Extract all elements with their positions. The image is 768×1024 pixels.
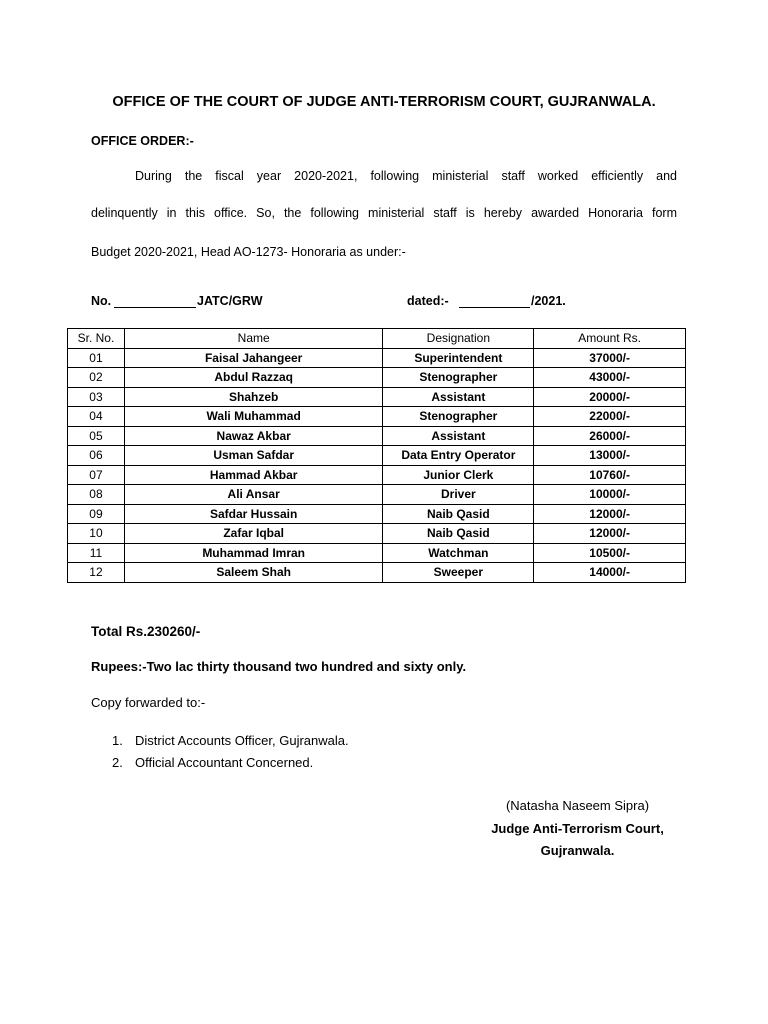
amount-in-words: Rupees:-Two lac thirty thousand two hundred and sixty only.: [91, 659, 467, 674]
copy-forwarded-label: Copy forwarded to:-: [91, 695, 206, 710]
cell-designation: Assistant: [383, 387, 534, 407]
table-body: [68, 348, 686, 582]
cell-designation: Data Entry Operator: [383, 446, 534, 466]
cell-name: Shahzeb: [124, 387, 383, 407]
cell-amount: 20000/-: [534, 387, 686, 407]
cell-sr-no: 05: [68, 426, 125, 446]
cell-name: Ali Ansar: [124, 485, 383, 505]
signatory-name: (Natasha Naseem Sipra): [505, 798, 650, 813]
cell-name: Safdar Hussain: [124, 504, 383, 524]
cell-sr-no: 12: [68, 563, 125, 583]
copy-item-text: Official Accountant Concerned.: [135, 755, 314, 770]
table-row: [68, 348, 686, 368]
cell-designation: Junior Clerk: [383, 465, 534, 485]
cell-name: Wali Muhammad: [124, 407, 383, 427]
table-row: [68, 504, 686, 524]
table-row: [68, 485, 686, 505]
cell-amount: 43000/-: [534, 368, 686, 388]
cell-amount: 13000/-: [534, 446, 686, 466]
signatory-place: Gujranwala.: [540, 843, 615, 858]
reference-no-label: No.: [91, 294, 112, 308]
cell-name: Zafar Iqbal: [124, 524, 383, 544]
body-line-3: Budget 2020-2021, Head AO-1273- Honoraria as under:-: [91, 245, 406, 259]
table-row: [68, 407, 686, 427]
cell-sr-no: 01: [68, 348, 125, 368]
cell-sr-no: 08: [68, 485, 125, 505]
cell-name: Nawaz Akbar: [124, 426, 383, 446]
cell-designation: Naib Qasid: [383, 504, 534, 524]
cell-sr-no: 07: [68, 465, 125, 485]
header-name: Name: [124, 329, 383, 349]
cell-amount: 12000/-: [534, 504, 686, 524]
cell-designation: Assistant: [383, 426, 534, 446]
body-line-1-text: During the fiscal year 2020-2021, following ministerial staff worked efficiently and: [135, 169, 677, 183]
cell-amount: 10000/-: [534, 485, 686, 505]
total-amount: Total Rs.230260/-: [91, 624, 201, 639]
cell-amount: 14000/-: [534, 563, 686, 583]
cell-designation: Driver: [383, 485, 534, 505]
header-sr-no: Sr. No.: [68, 329, 125, 349]
table-row: [68, 563, 686, 583]
body-line-2: delinquently in this office. So, the following ministerial staff is hereby awarded Honoraria form: [91, 206, 677, 220]
office-order-label: OFFICE ORDER:-: [91, 134, 194, 148]
cell-amount: 37000/-: [534, 348, 686, 368]
table-row: [68, 426, 686, 446]
cell-designation: Sweeper: [383, 563, 534, 583]
table-row: [68, 446, 686, 466]
signatory-title: Judge Anti-Terrorism Court,: [491, 821, 664, 836]
cell-amount: 10500/-: [534, 543, 686, 563]
cell-sr-no: 03: [68, 387, 125, 407]
table-row: [68, 368, 686, 388]
reference-no-blank: [114, 294, 196, 308]
cell-name: Muhammad Imran: [124, 543, 383, 563]
copy-item-text: District Accounts Officer, Gujranwala.: [135, 733, 349, 748]
cell-amount: 12000/-: [534, 524, 686, 544]
cell-sr-no: 02: [68, 368, 125, 388]
cell-amount: 22000/-: [534, 407, 686, 427]
header-designation: Designation: [383, 329, 534, 349]
body-line-1: [91, 169, 677, 183]
reference-dated-year: /2021.: [531, 294, 566, 308]
cell-designation: Stenographer: [383, 407, 534, 427]
header-amount: Amount Rs.: [534, 329, 686, 349]
cell-designation: Stenographer: [383, 368, 534, 388]
cell-designation: Naib Qasid: [383, 524, 534, 544]
table-header-row: [68, 329, 686, 349]
cell-amount: 10760/-: [534, 465, 686, 485]
honoraria-table: [67, 328, 686, 583]
page-title: OFFICE OF THE COURT OF JUDGE ANTI-TERRORISM COURT, GUJRANWALA.: [112, 94, 656, 110]
cell-sr-no: 10: [68, 524, 125, 544]
cell-sr-no: 04: [68, 407, 125, 427]
reference-dated-label: dated:-: [407, 294, 449, 308]
table-row: [68, 543, 686, 563]
reference-dated-blank: [459, 294, 530, 308]
cell-name: Abdul Razzaq: [124, 368, 383, 388]
table-row: [68, 465, 686, 485]
table-row: [68, 387, 686, 407]
cell-name: Usman Safdar: [124, 446, 383, 466]
cell-name: Hammad Akbar: [124, 465, 383, 485]
cell-name: Faisal Jahangeer: [124, 348, 383, 368]
reference-no-code: JATC/GRW: [197, 294, 263, 308]
table-row: [68, 524, 686, 544]
cell-amount: 26000/-: [534, 426, 686, 446]
cell-sr-no: 11: [68, 543, 125, 563]
cell-sr-no: 09: [68, 504, 125, 524]
copy-item-number: 2.: [112, 755, 123, 770]
cell-sr-no: 06: [68, 446, 125, 466]
copy-item-number: 1.: [112, 733, 123, 748]
cell-name: Saleem Shah: [124, 563, 383, 583]
cell-designation: Watchman: [383, 543, 534, 563]
cell-designation: Superintendent: [383, 348, 534, 368]
